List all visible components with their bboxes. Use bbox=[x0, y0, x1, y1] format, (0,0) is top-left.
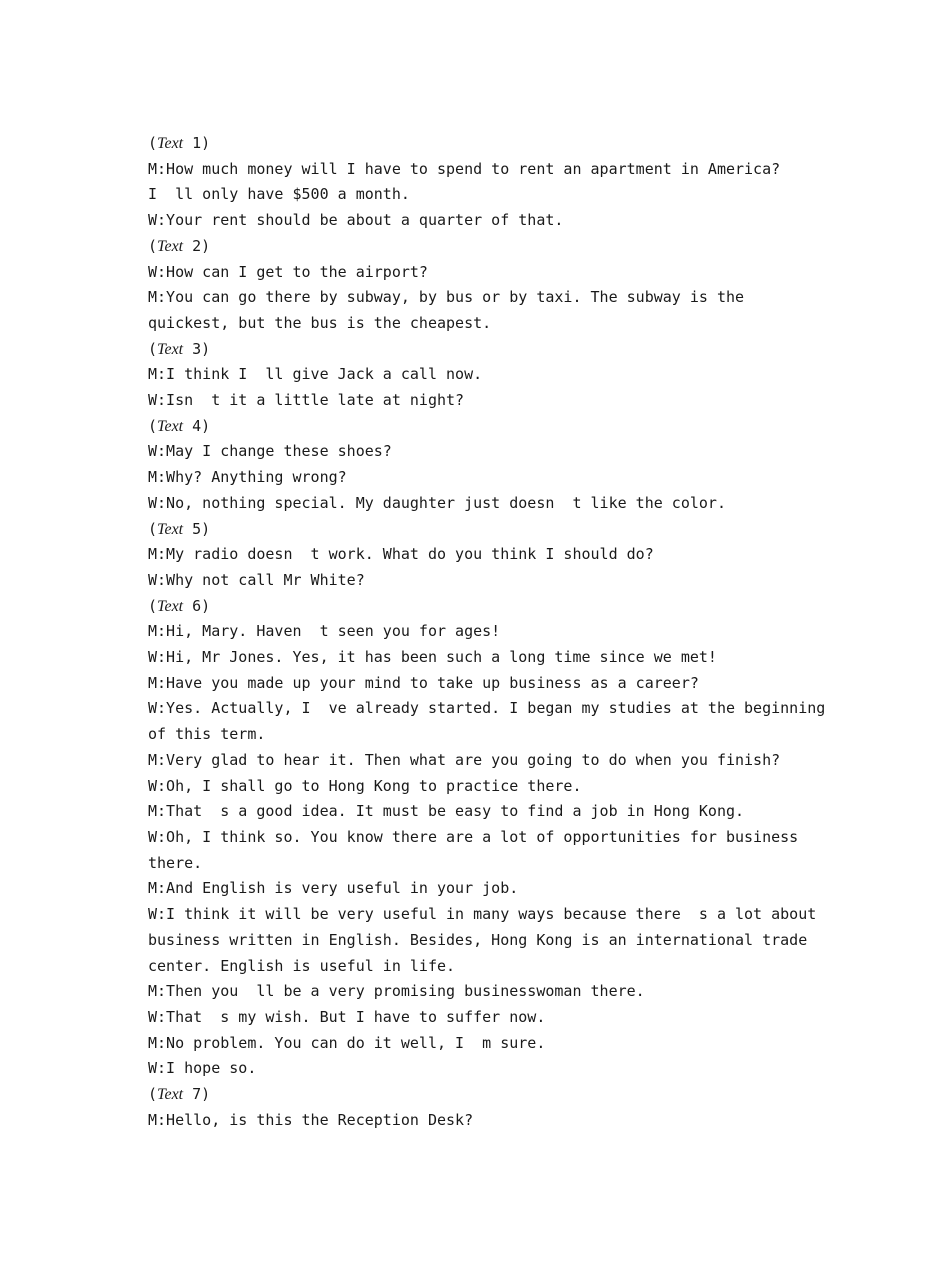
dialogue-line: M:How much money will I have to spend to rent an apartment in America? bbox=[148, 159, 781, 178]
section-heading: (Text 3) bbox=[148, 339, 211, 358]
dialogue-line: M:Have you made up your mind to take up business as a career? bbox=[148, 673, 699, 692]
section-heading-number: 6 bbox=[192, 596, 202, 615]
dialogue-line: W:Why not call Mr White? bbox=[148, 570, 365, 589]
dialogue-line: of this term. bbox=[148, 725, 266, 744]
dialogue-line: W:Isn t it a little late at night? bbox=[148, 391, 465, 410]
dialogue-line: M:And English is very useful in your job. bbox=[148, 879, 519, 898]
dialogue-line: there. bbox=[148, 853, 203, 872]
section-heading: (Text 2) bbox=[148, 236, 211, 255]
dialogue-line: M:Hi, Mary. Haven t seen you for ages! bbox=[148, 622, 501, 641]
dialogue-line: W:Oh, I shall go to Hong Kong to practice there. bbox=[148, 776, 582, 795]
dialogue-line: center. English is useful in life. bbox=[148, 956, 456, 975]
section-heading: (Text 5) bbox=[148, 519, 211, 538]
document-body bbox=[148, 131, 828, 1133]
section-heading-number: 3 bbox=[192, 339, 202, 358]
section-heading-number: 4 bbox=[192, 416, 202, 435]
dialogue-line: M:That s a good idea. It must be easy to find a job in Hong Kong. bbox=[148, 802, 745, 821]
section-heading-label: Text bbox=[157, 237, 184, 255]
dialogue-line: M:Why? Anything wrong? bbox=[148, 468, 347, 487]
dialogue-line: W:Oh, I think so. You know there are a lot of opportunities for business bbox=[148, 827, 799, 846]
dialogue-line: W:I hope so. bbox=[148, 1059, 257, 1078]
section-heading-label: Text bbox=[157, 1086, 184, 1104]
section-heading-label: Text bbox=[157, 135, 184, 152]
dialogue-line: W:That s my wish. But I have to suffer now. bbox=[148, 1007, 546, 1026]
section-heading: (Text 1) bbox=[148, 134, 211, 152]
dialogue-line: M:Very glad to hear it. Then what are you going to do when you finish? bbox=[148, 750, 781, 769]
section-heading-number: 7 bbox=[192, 1085, 202, 1104]
dialogue-line: M:No problem. You can do it well, I m sure. bbox=[148, 1033, 546, 1052]
section-heading-label: Text bbox=[157, 340, 184, 358]
dialogue-line: business written in English. Besides, Hong Kong is an international trade bbox=[148, 930, 808, 949]
dialogue-line: I ll only have $500 a month. bbox=[148, 185, 410, 204]
section-heading: (Text 4) bbox=[148, 416, 211, 435]
section-heading-label: Text bbox=[157, 417, 184, 435]
dialogue-line: quickest, but the bus is the cheapest. bbox=[148, 313, 492, 332]
dialogue-line: W:How can I get to the airport? bbox=[148, 262, 428, 281]
section-heading: (Text 6) bbox=[148, 596, 211, 615]
dialogue-line: W:No, nothing special. My daughter just doesn t like the color. bbox=[148, 493, 726, 512]
dialogue-line: W:Yes. Actually, I ve already started. I began my studies at the beginning bbox=[148, 699, 826, 718]
dialogue-line: W:I think it will be very useful in many ways because there s a lot about bbox=[148, 905, 817, 924]
dialogue-line: W:Hi, Mr Jones. Yes, it has been such a long time since we met! bbox=[148, 648, 717, 667]
dialogue-line: W:May I change these shoes? bbox=[148, 442, 392, 461]
dialogue-line: M:Then you ll be a very promising businesswoman there. bbox=[148, 982, 645, 1001]
dialogue-line: W:Your rent should be about a quarter of that. bbox=[148, 211, 564, 230]
section-heading-number: 5 bbox=[192, 519, 202, 538]
section-heading-label: Text bbox=[157, 597, 184, 615]
dialogue-line: M:Hello, is this the Reception Desk? bbox=[148, 1110, 474, 1129]
dialogue-line: M:You can go there by subway, by bus or by taxi. The subway is the bbox=[148, 288, 745, 307]
dialogue-line: M:I think I ll give Jack a call now. bbox=[148, 365, 483, 384]
section-heading-label: Text bbox=[157, 520, 184, 538]
section-heading-number: 2 bbox=[192, 236, 202, 255]
dialogue-line: M:My radio doesn t work. What do you think I should do? bbox=[148, 545, 654, 564]
section-heading-number: 1 bbox=[192, 134, 202, 152]
section-heading: (Text 7) bbox=[148, 1085, 211, 1104]
